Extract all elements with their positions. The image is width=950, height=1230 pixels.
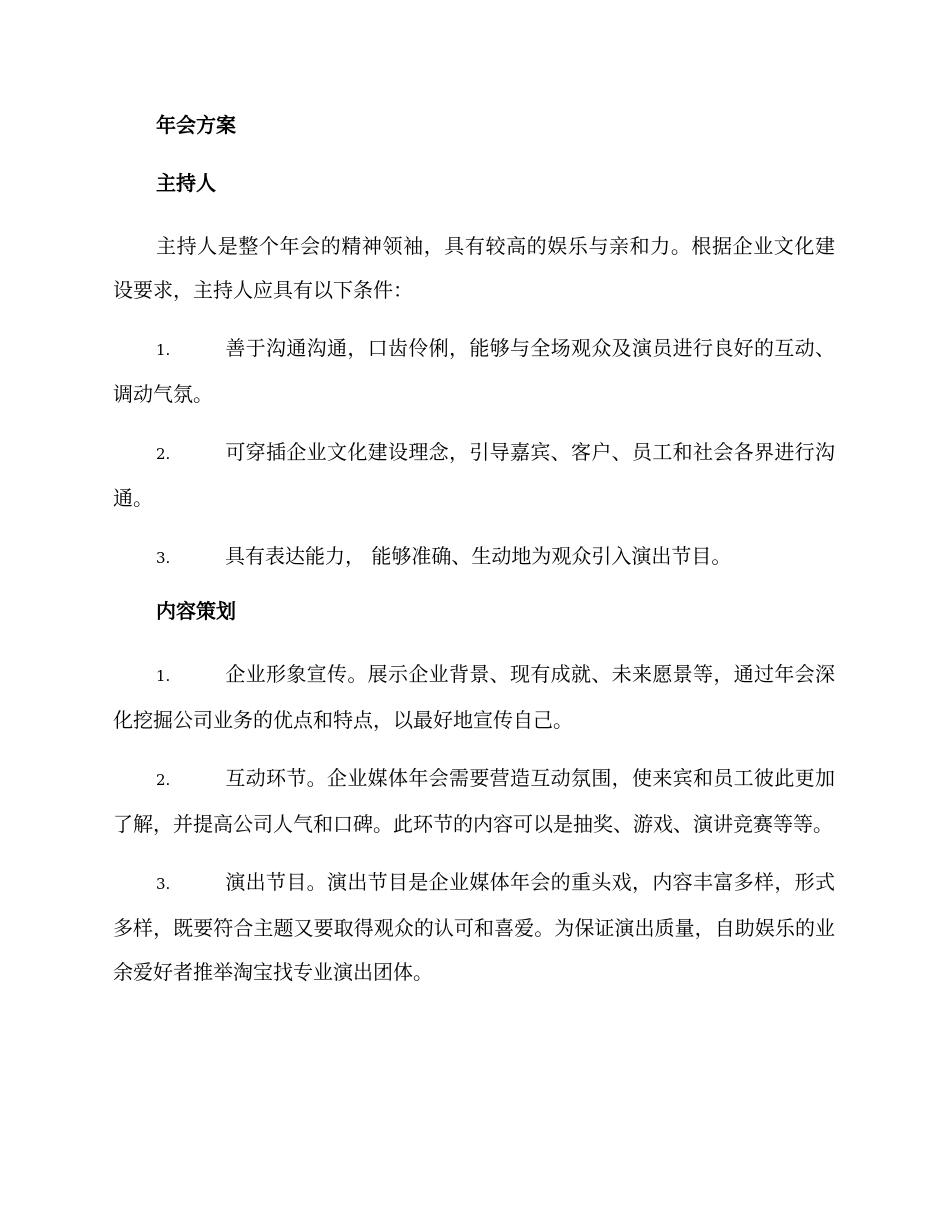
- section-heading-content: 内容策划: [156, 599, 236, 623]
- content-list-item: [113, 860, 835, 994]
- host-list-item: [113, 326, 835, 416]
- host-intro-paragraph: 主持人是整个年会的精神领袖，具有较高的娱乐与亲和力。根据企业文化建设要求，主持人应具有以下条件：: [113, 234, 835, 302]
- content-list-item: [113, 652, 835, 742]
- list-number: 1.: [156, 341, 171, 359]
- list-number: 1.: [156, 667, 171, 685]
- list-number: 3.: [156, 875, 171, 893]
- list-item-text: 具有表达能力， 能够准确、生动地为观众引入演出节目。: [225, 544, 732, 568]
- content-list-item: [113, 756, 835, 846]
- list-item-text: 演出节目。演出节目是企业媒体年会的重头戏，内容丰富多样，形式多样，既要符合主题又要取得观众的认可和喜爱。为保证演出质量，自助娱乐的业余爱好者推举淘宝找专业演出团体。: [113, 870, 835, 984]
- list-item-text: 善于沟通沟通，口齿伶俐，能够与全场观众及演员进行良好的互动、调动气氛。: [113, 336, 835, 406]
- list-number: 2.: [156, 771, 171, 789]
- document-body: [113, 108, 835, 1008]
- list-number: 3.: [156, 549, 171, 567]
- list-item-text: 企业形象宣传。展示企业背景、现有成就、未来愿景等，通过年会深化挖掘公司业务的优点和特点，以最好地宣传自己。: [113, 662, 835, 732]
- host-list-item: [113, 534, 835, 580]
- host-list-item: [113, 430, 835, 520]
- section-heading-host: 主持人: [156, 171, 216, 195]
- list-item-text: 可穿插企业文化建设理念，引导嘉宾、客户、员工和社会各界进行沟通。: [113, 440, 835, 510]
- list-number: 2.: [156, 445, 171, 463]
- list-item-text: 互动环节。企业媒体年会需要营造互动氛围，使来宾和员工彼此更加了解，并提高公司人气和口碑。此环节的内容可以是抽奖、游戏、演讲竞赛等等。: [113, 766, 835, 836]
- document-title: 年会方案: [156, 113, 236, 137]
